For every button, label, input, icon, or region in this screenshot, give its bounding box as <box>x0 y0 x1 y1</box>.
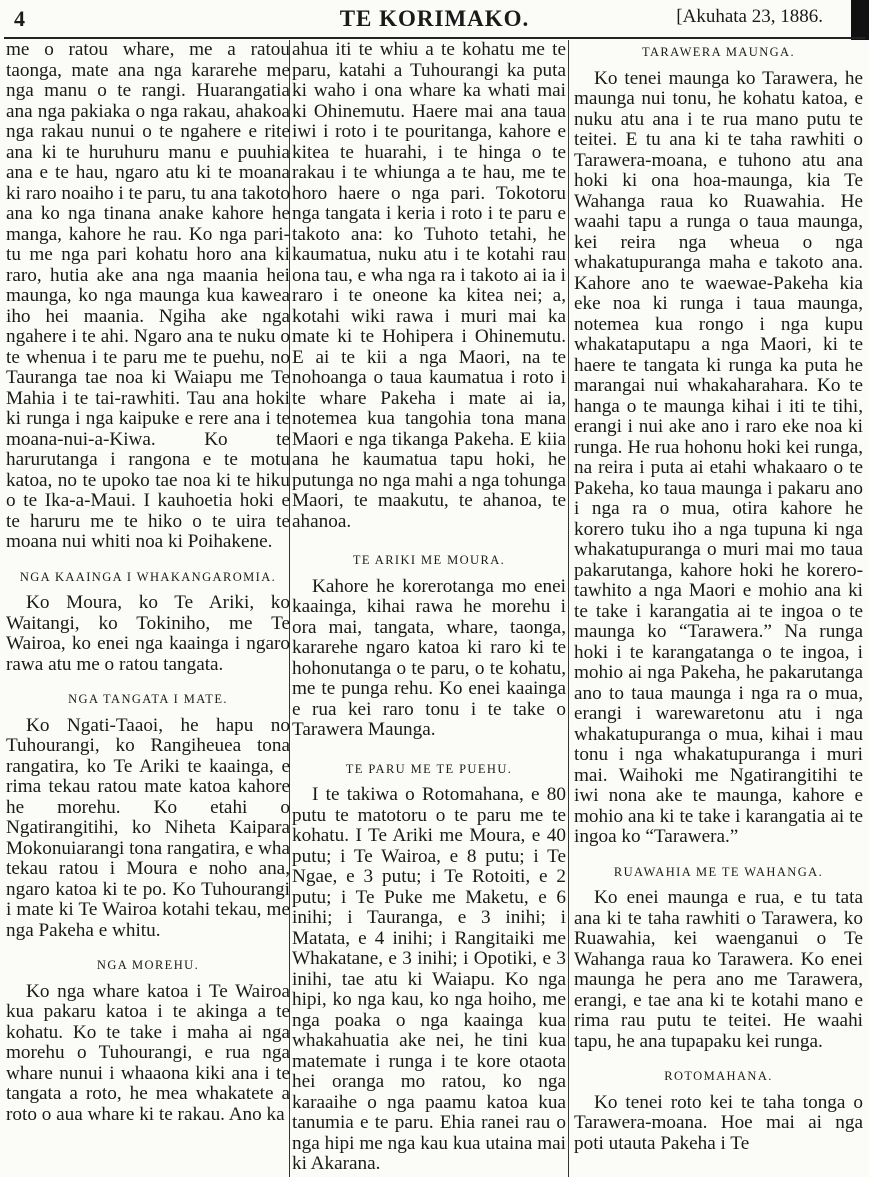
article-paragraph: Ko Moura, ko Te Ariki, ko Waitangi, ko Tokiniho, me Te Wairoa, ko enei nga kaainga i ngaro rawa atu me o ratou tangata. <box>6 592 290 675</box>
column-3 <box>574 40 863 1177</box>
article-paragraph: Ko enei maunga e rua, e tu tata ana ki te taha rawhiti o Tarawera, ko Ruawahia, kei waenganui o Te Wahanga raua ko Tarawera. Ko enei maunga he pera ano me Tarawera, erangi, e tae ana ki te kotahi mano e rima rau putu te teitei. He waahi tapu, he ana tupapaku kei runga. <box>574 887 863 1052</box>
masthead <box>0 0 869 38</box>
article-paragraph: ahua iti te whiu a te kohatu me te paru, katahi a Tuhourangi ka puta ki waho i ona whare ka whati mai ki Ohinemutu. Haere mai ana taua iwi i roto i te pouritanga, kahore e kitea te huarahi, i te hinga o te rakau i te whiunga a te hau, me te horo haere o nga pari. Tokotoru nga tangata i keria i roto i te paru e takoto ana: ko Tuhoto tetahi, he kaumatua, nuku atu i te kotahi rau ona tau, e wha nga ra i takoto ai ia i raro i te oneone ka kitea nei; a, kotahi wiki rawa i muri mai ka mate ki te Hohipera i Ohinemutu. E ai te kii a nga Maori, na te nohoanga o taua kaumatua i roto i te whare Pakeha i mate ai ia, notemea kua tangohia tona mana Maori e nga tikanga Pakeha. E kiia ana he kaumatua tapu hoki, he putunga no nga mahi a nga tohunga Maori, te maakutu, te ahanoa, te ahanoa. <box>292 40 566 532</box>
article-paragraph: I te takiwa o Rotomahana, e 80 putu te matotoru o te paru me te kohatu. I Te Ariki me Moura, e 40 putu; i Te Wairoa, e 8 putu; i Te Ngae, e 3 putu; i Te Rotoiti, e 2 putu; i Te Puke me Maketu, e 6 inihi; i Tauranga, e 3 inihi; i Matata, e 4 inihi; i Rangitaiki me Whakatane, e 3 inihi; i Opotiki, e 3 inihi, tae atu ki Waiapu. Ko nga hipi, ko nga kau, ko nga hoiho, me nga poaka o nga kaainga kua whakahuatia ake nei, he tini kua matemate i runga i te kore otaota hei oranga mo ratou, ko nga karaaihe o nga paamu katoa kua tanumia e te paru. Ehia ranei rau o nga hipi me nga kau kua utaina mai ki Akarana. <box>292 784 566 1174</box>
issue-date: [Akuhata 23, 1886. <box>676 6 823 27</box>
section-heading: NGA KAAINGA I WHAKANGAROMIA. <box>19 569 277 584</box>
section-heading: TE ARIKI ME MOURA. <box>352 553 506 567</box>
column-2 <box>292 40 566 1177</box>
column-divider <box>568 40 569 1177</box>
article-paragraph: Ko nga whare katoa i Te Wairoa kua pakaru katoa i te akinga a te kohatu. Ko te take i maha ai nga morehu o Tuhourangi, e rua nga whare nunui i whaaona kiki ana i te tangata a roto, he mea whakatete a roto o aua whare ki te rakau. Ano ka <box>6 980 290 1125</box>
section-heading: ROTOMAHANA. <box>664 1069 773 1083</box>
header-rule <box>4 37 865 39</box>
article-paragraph: Ko tenei maunga ko Tarawera, he maunga nui tonu, he kohatu katoa, e nuku atu ana i te rua mano putu te teitei. E tu ana ki te taha rawhiti o Tarawera-moana, e tuhono atu ana hoki ki ona hoa-maunga, kia Te Wahanga raua ko Ruawahia. He waahi tapu a runga o taua maunga, kei reira nga wheua o nga whakatupuranga maha e takoto ana. Kahore ano te waewae-Pakeha kia eke noa ki runga i taua maunga, notemea kua rongo i nga kupu whakataputapu a nga Maori, ki te haere te tangata ki runga ka puta he marangai nui whakaharahara. Ko te hanga o te maunga kihai i iti te tihi, erangi i nui ake ano i raro eke noa ki runga. He rua hohonu hoki kei runga, na reira i puta ai etahi whakaaro o te Pakeha, ko taua maunga i pakaru ano i nga ra o mua, otira kahore he korero tuku iho a nga tupuna ki nga whakatupuranga o muri mai mo taua pakarutanga, kahore hoki he korero-tawhito a nga Maori e mohio ana ki te take i karangatia ai te ingoa o te maunga ko “Tarawera.” Na runga hoki i te karangatanga o te ingoa, i mohio ai nga Pakeha, he pakarutanga ano to taua maunga i nga ra o mua, erangi i warewaretonu atu i nga whakatupuranga o mua, kihai i mau tonu i nga whakatupuranga i muri mai. Waihoki me Ngatirangitihi te iwi nona ake te maunga, kahore e mohio ana ki te take i karangatia ai te ingoa ko “Tarawera.” <box>574 67 863 847</box>
article-paragraph: Ko Ngati-Taaoi, he hapu no Tuhourangi, ko Rangiheuea tona rangatira, ko Te Ariki te kaainga, e rima tekau ratou mate katoa kahore he morehu. Ko etahi o Ngatirangitihi, ko Niheta Kaipara Mokonuiarangi tona rangatira, e wha tekau ratou i Moura e noho ana, ngaro katoa ki te po. Ko Tuhourangi i mate ki Te Wairoa kotahi tekau, me nga Pakeha e whitu. <box>6 714 290 941</box>
article-paragraph: Kahore he korerotanga mo enei kaainga, kihai rawa he morehu i ora mai, tangata, whare, taonga, kararehe ngaro katoa ki raro ki te hohonutanga o te paru, o te kohatu, me te punga rehu. Ko enei kaainga e rua kei raro tonu i te take o Tarawera Maunga. <box>292 575 566 740</box>
article-paragraph: me o ratou whare, me a ratou taonga, mate ana nga kararehe me nga manu o te rangi. Huarangatia ana nga pakiaka o nga rakau, ahakoa nga rakau nunui o te ngahere e rite ana ki te huruhuru manu e puuhia ana e te hau, ngaro atu ki te moana ki raro noaiho i te paru, tu ana takoto ana ko nga tinana anake kahore he manga, kahore he rau. Ko nga pari-tu me nga pari kohatu horo ana ki raro, hutia ake ana nga maania hei maunga, ko nga maunga kua kawea iho hei maania. Ngiha ake nga ngahere i te ahi. Ngaro ana te nuku o te whenua i te paru me te puehu, no Tauranga tae noa ki Waiapu me Te Mahia i te tai-rawhiti. Tau ana hoki ki runga i nga kaipuke e rere ana i te moana-nui-a-Kiwa. Ko te harurutanga i rangona e te motu katoa, no te upoko tae noa ki te hiku o te Ika-a-Maui. I kauhoetia hoki e te haruru me te hiko o te uira te moana nui whiti noa ki Poihakene. <box>6 40 290 552</box>
section-heading: NGA TANGATA I MATE. <box>68 692 228 706</box>
scan-edge <box>851 0 869 40</box>
section-heading: TARAWERA MAUNGA. <box>641 45 796 59</box>
section-heading: RUAWAHIA ME TE WAHANGA. <box>613 864 824 879</box>
section-heading: NGA MOREHU. <box>96 958 200 972</box>
section-heading: TE PARU ME TE PUEHU. <box>345 761 513 776</box>
article-paragraph: Ko tenei roto kei te taha tonga o Tarawera-moana. Hoe mai ai nga poti utauta Pakeha i Te <box>574 1091 863 1154</box>
newspaper-title: TE KORIMAKO. <box>339 6 530 31</box>
page-number: 4 <box>14 6 25 31</box>
column-1 <box>6 40 290 1177</box>
